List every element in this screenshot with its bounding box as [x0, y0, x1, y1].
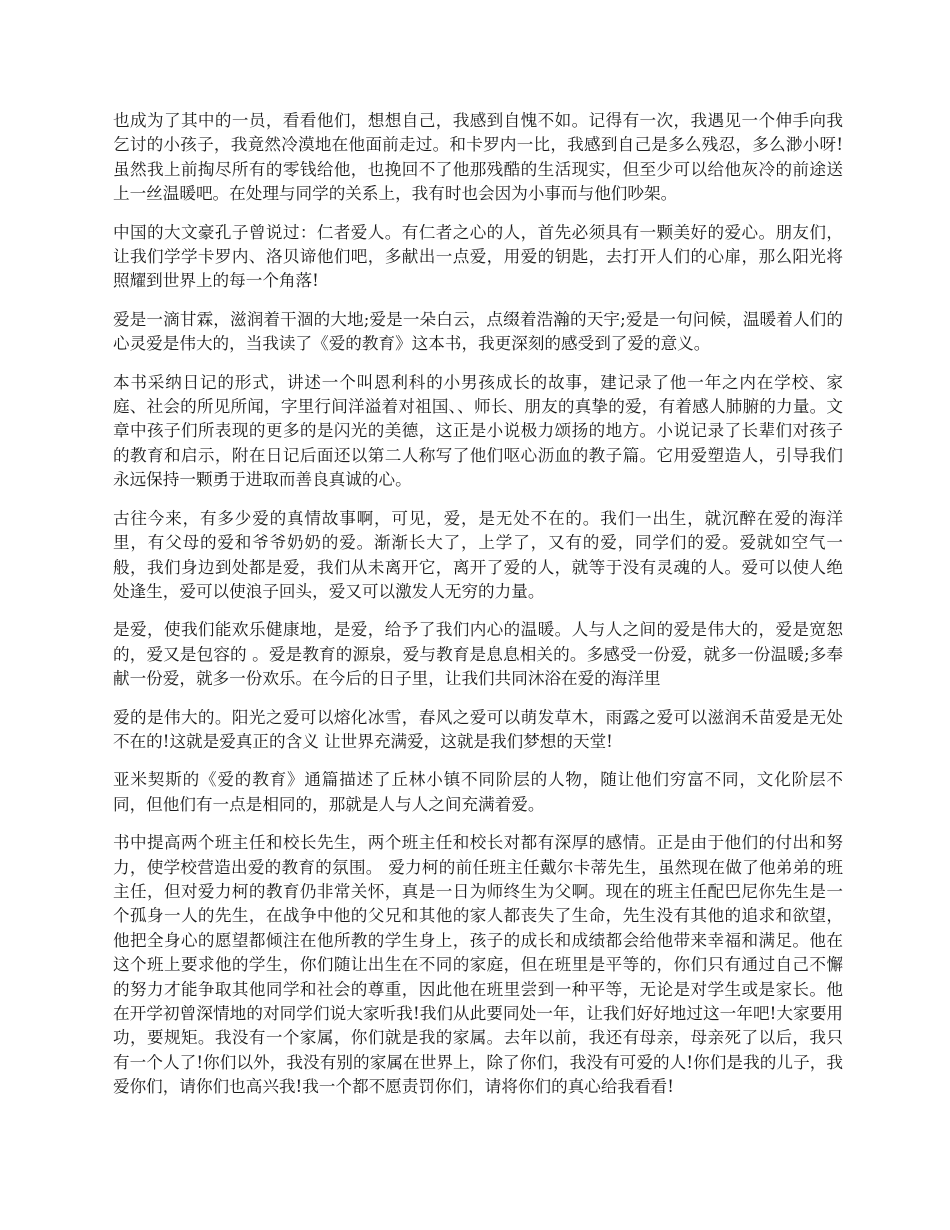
paragraph-6: 是爱，使我们能欢乐健康地，是爱，给予了我们内心的温暖。人与人之间的爱是伟大的，爱是宽恕的，爱又是包容的 。爱是教育的源泉，爱与教育是息息相关的。多感受一份爱，就多一份温暖;多奉献一份爱，就多一份欢乐。在今后的日子里，让我们共同沐浴在爱的海洋里 — [113, 620, 843, 689]
paragraph-7: 爱的是伟大的。阳光之爱可以熔化冰雪，春风之爱可以萌发草木，雨露之爱可以滋润禾苗爱是无处不在的!这就是爱真正的含义 让世界充满爱，这就是我们梦想的天堂! — [113, 707, 843, 751]
paragraph-9: 书中提高两个班主任和校长先生，两个班主任和校长对都有深厚的感情。正是由于他们的付出和努力，使学校营造出爱的教育的氛围。 爱力柯的前任班主任戴尔卡蒂先生，虽然现在做了他弟弟的班主任，但对爱力柯的教育仍非常关怀，真是一日为师终生为父啊。现在的班主任配巴尼你先生是一个孤身一人的先生，在战争中他的父兄和其他的家人都丧失了生命，先生没有其他的追求和欲望，他把全身心的愿望都倾注在他所教的学生身上，孩子的成长和成绩都会给他带来幸福和满足。他在这个班上要求他的学生，你们随让出生在不同的家庭，但在班里是平等的，你们只有通过自己不懈的努力才能争取其他同学和社会的尊重，因此他在班里尝到一种平等，无论是对学生或是家长。他在开学初曾深情地的对同学们说大家听我!我们从此要同处一年，让我们好好地过这一年吧!大家要用功，要规矩。我没有一个家属，你们就是我的家属。去年以前，我还有母亲，母亲死了以后，我只有一个人了!你们以外，我没有别的家属在世界上，除了你们，我没有可爱的人!你们是我的儿子，我爱你们，请你们也高兴我!我一个都不愿责罚你们，请将你们的真心给我看看! — [113, 833, 843, 1097]
paragraph-4: 本书采纳日记的形式，讲述一个叫恩利科的小男孩成长的故事，建记录了他一年之内在学校、家庭、社会的所见所闻，字里行间洋溢着对祖国、、师长、朋友的真挚的爱，有着感人肺腑的力量。文章中孩子们所表现的更多的是闪光的美德，这正是小说极力颂扬的地方。小说记录了长辈们对孩子的教育和启示，附在日记后面还以第二人称写了他们呕心沥血的教子篇。它用爱塑造人，引导我们永远保持一颗勇于进取而善良真诚的心。 — [113, 372, 843, 490]
paragraph-8: 亚米契斯的《爱的教育》通篇描述了丘林小镇不同阶层的人物，随让他们穷富不同，文化阶层不同，但他们有一点是相同的，那就是人与人之间充满着爱。 — [113, 770, 843, 814]
paragraph-1: 也成为了其中的一员，看看他们，想想自己，我感到自愧不如。记得有一次，我遇见一个伸手向我乞讨的小孩子，我竟然冷漠地在他面前走过。和卡罗内一比，我感到自己是多么残忍，多么渺小呀!虽然我上前掏尽所有的零钱给他，也挽回不了他那残酷的生活现实，但至少可以给他灰冷的前途送上一丝温暖吧。在处理与同学的关系上，我有时也会因为小事而与他们吵架。 — [113, 111, 843, 204]
document-body — [113, 109, 843, 1114]
paragraph-5: 古往今来，有多少爱的真情故事啊，可见，爱，是无处不在的。我们一出生，就沉醉在爱的海洋里，有父母的爱和爷爷奶奶的爱。渐渐长大了，上学了，又有的爱，同学们的爱。爱就如空气一般，我们身边到处都是爱，我们从未离开它，离开了爱的人，就等于没有灵魂的人。爱可以使人绝处逢生，爱可以使浪子回头，爱又可以激发人无穷的力量。 — [113, 508, 843, 601]
paragraph-2: 中国的大文豪孔子曾说过：仁者爱人。有仁者之心的人，首先必须具有一颗美好的爱心。朋友们，让我们学学卡罗内、洛贝谛他们吧，多献出一点爱，用爱的钥匙，去打开人们的心扉，那么阳光将照耀到世界上的每一个角落! — [113, 222, 843, 291]
paragraph-3: 爱是一滴甘霖，滋润着干涸的大地;爱是一朵白云，点缀着浩瀚的天宇;爱是一句问候，温暖着人们的心灵爱是伟大的，当我读了《爱的教育》这本书，我更深刻的感受到了爱的意义。 — [113, 309, 843, 354]
